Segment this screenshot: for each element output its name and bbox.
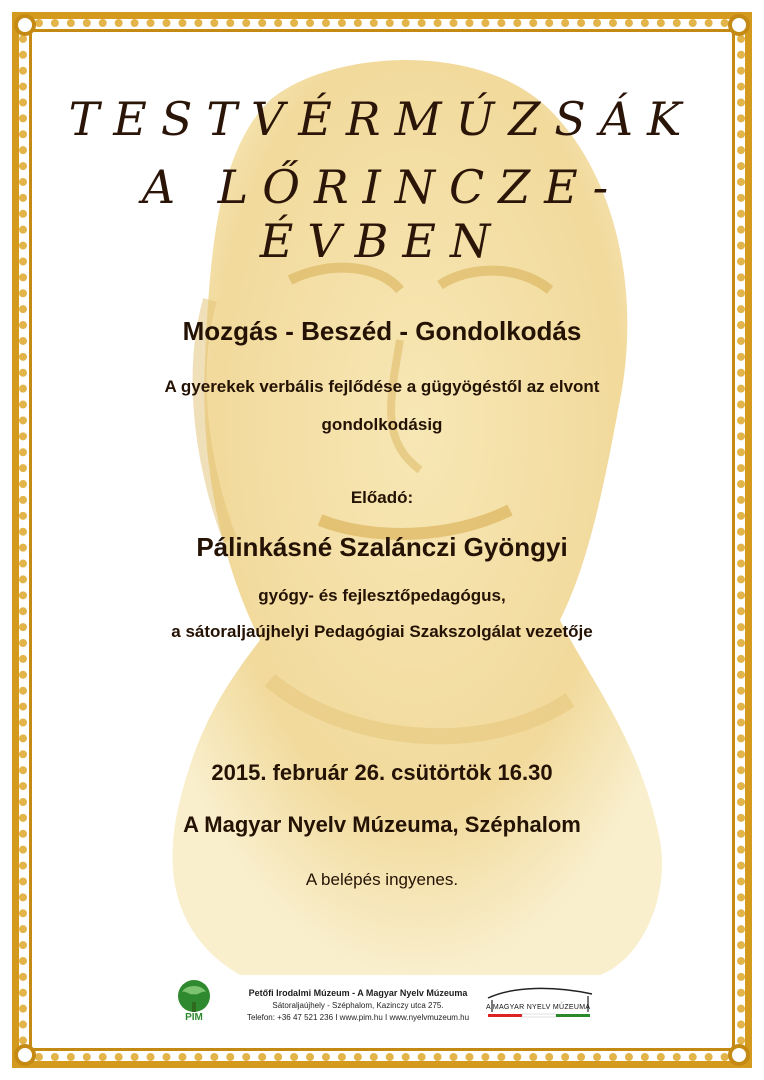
corner-knot-icon xyxy=(728,14,750,36)
footer-org-name: Petőfi Irodalmi Múzeum - A Magyar Nyelv Múzeuma xyxy=(248,988,468,998)
lecture-subtitle: Mozgás - Beszéd - Gondolkodás xyxy=(182,316,582,346)
description-line-2: gondolkodásig xyxy=(321,415,443,434)
corner-knot-icon xyxy=(14,1044,36,1066)
title-line-2: A LŐRINCZE-ÉVBEN xyxy=(141,160,623,268)
corner-knot-icon xyxy=(728,1044,750,1066)
title-line-1: TESTVÉRMÚZSÁK xyxy=(68,92,696,146)
museum-logo-text: A MAGYAR NYELV MÚZEUMA xyxy=(486,1004,591,1011)
pim-tree-logo-icon xyxy=(172,978,216,1022)
entry-note: A belépés ingyenes. xyxy=(305,870,459,889)
lecturer-role-2: a sátoraljaújhelyi Pedagógiai Szakszolgálat vezetője xyxy=(171,622,593,641)
pim-logo-text: PIM xyxy=(185,1012,203,1022)
footer-address: Sátoraljaújhely - Széphalom, Kazinczy utca 275. xyxy=(272,1001,444,1010)
lecturer-role-1: gyógy- és fejlesztőpedagógus, xyxy=(258,586,506,605)
footer-contact: Telefon: +36 47 521 236 I www.pim.hu I www.nyelvmuzeum.hu xyxy=(246,1013,470,1022)
lecturer-name: Pálinkásné Szalánczi Gyöngyi xyxy=(196,532,568,562)
event-venue: A Magyar Nyelv Múzeuma, Széphalom xyxy=(183,812,581,837)
lecture-description xyxy=(40,368,724,444)
footer-organization xyxy=(238,988,478,1022)
description-line-1: A gyerekek verbális fejlődése a gügyögéstől az elvont xyxy=(164,377,600,396)
lecturer-label: Előadó: xyxy=(350,488,414,507)
corner-knot-icon xyxy=(14,14,36,36)
event-datetime: 2015. február 26. csütörtök 16.30 xyxy=(211,760,553,785)
